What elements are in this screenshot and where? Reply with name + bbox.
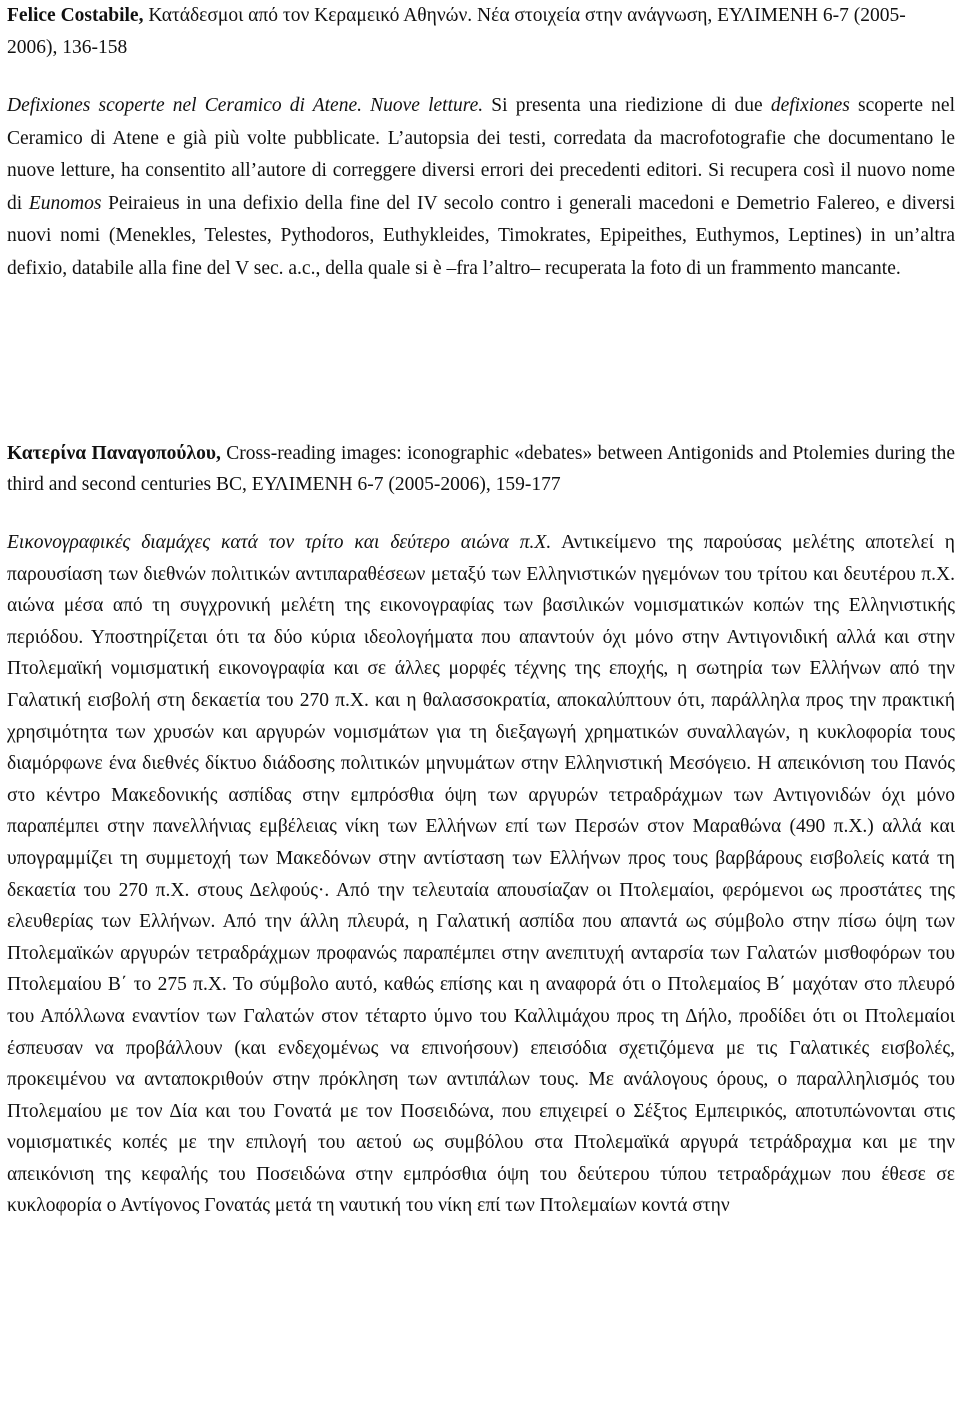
- abstract-italic-name: Eunomos: [28, 192, 102, 214]
- article-title: Cross-reading images: iconographic «debates» between Antigonids and Ptolemies during the third and second centuries BC, ΕΥΛΙΜΕΝΗ 6-7 (2005-2006), 159-177: [7, 443, 955, 495]
- abstract-paragraph: [7, 90, 955, 286]
- abstract-text: scoperte nel Ceramico di Atene e già più volte pubblicate. L’autopsia dei testi, corredata da macrofotografie che documentano le nuove letture, ha consentito all’autore di correggere diversi errori dei precedenti editori. Si recupera così il nuovo nome di: [7, 95, 955, 214]
- author-name: Κατερίνα Παναγοπούλου,: [7, 443, 221, 464]
- abstract-text: Peiraieus in una defixio della fine del IV secolo contro i generali macedoni e Demetrio Falereo, e diversi nuovi nomi (Menekles, Telestes, Pythodoros, Euthykleides, Timokrates, Epipeithes, Euthymos, Leptines) in un’altra defixio, databile alla fine del V sec. a.c., della quale si è –fra l’altro– recuperata la foto di un frammento mancante.: [7, 192, 956, 279]
- entry-heading: [7, 0, 955, 64]
- abstract-italic-term: defixiones: [770, 95, 850, 116]
- abstract-italic-title: Defixiones scoperte nel Ceramico di Atene. Nuove letture.: [7, 95, 484, 116]
- abstract-entry-costabile: [7, 0, 955, 286]
- abstract-entry-panagopoulou: [7, 438, 955, 1222]
- abstract-paragraph: [7, 527, 955, 1222]
- abstract-italic-title: Εικονογραφικές διαμάχες κατά τον τρίτο και δεύτερο αιώνα π.Χ.: [7, 532, 552, 553]
- abstract-text: Si presenta una riedizione di due: [483, 95, 771, 116]
- entry-heading: [7, 438, 955, 500]
- abstract-text: Αντικείμενο της παρούσας μελέτης αποτελεί η παρουσίαση των διεθνών πολιτικών αντιπαραθέσεων μεταξύ των Ελληνιστικών ηγεμόνων του τρίτου και δευτέρου π.Χ. αιώνα μέσα από τη συγχρονική μελέτη της εικονογραφίας των βασιλικών νομισματικών κοπών της Ελληνιστικής περιόδου. Υποστηρίζεται ότι τα δύο κύρια ιδεολογήματα που απαντούν όχι μόνο στην Αντιγονιδική αλλά και στην Πτολεμαϊκή νομισματική εικονογραφία και σε άλλες μορφές τέχνης της εποχής, η σωτηρία των Ελλήνων από την Γαλατική εισβολή στη δεκαετία του 270 π.Χ. και η θαλασσοκρατία, αποκαλύπτουν ότι, παράλληλα προς την πρακτική χρησιμότητα των χρυσών και αργυρών νομισμάτων για τη διεξαγωγή χρηματικών συναλλαγών, η κυκλοφορία τους διαμόρφωνε ένα διεθνές δίκτυο διάδοσης πολιτικών μηνυμάτων στην Ελληνιστική Μεσόγειο. Η απεικόνιση του Πανός στο κέντρο Μακεδονικής ασπίδας στην εμπρόσθια όψη των αργυρών τετραδράχμων των Αντιγονιδών όχι μόνο παραπέμπει στην πανελλήνιας εμβέλειας νίκη των Ελλήνων επί των Περσών στον Μαραθώνα (490 π.Χ.) αλλά και υπογραμμίζει τη συμμετοχή των Μακεδόνων στην αντίσταση των Ελλήνων προς τους βαρβάρους εισβολείς κατά τη δεκαετία του 270 π.Χ. στους Δελφούς·. Από την τελευταία απουσίαζαν οι Πτολεμαίοι, φερόμενοι ως προστάτες της ελευθερίας των Ελλήνων. Από την άλλη πλευρά, η Γαλατική ασπίδα που απαντά ως σύμβολο στην πίσω όψη των Πτολεμαϊκών αργυρών τετραδράχμων προφανώς παραπέμπει στην ανεπιτυχή ανταρσία των Γαλατών μισθοφόρων του Πτολεμαίου Β΄ το 275 π.Χ. Το σύμβολο αυτό, καθώς επίσης και η αναφορά ότι ο Πτολεμαίος Β΄ μαχόταν στο πλευρό του Απόλλωνα εναντίον των Γαλατών στον τέταρτο ύμνο του Καλλιμάχου προς τη Δήλο, προδίδει ότι οι Πτολεμαίοι έσπευσαν να προβάλλουν (και ενδεχομένως να επινοήσουν) επεισόδια σχετιζόμενα με τις Γαλατικές εισβολές, προκειμένου να ανταποκριθούν στην πρόκληση των αντιπάλων τους. Με ανάλογους όρους, ο παραλληλισμός του Πτολεμαίου με τον Δία και του Γονατά με τον Ποσειδώνα, που επιχειρεί ο Σέξτος Εμπειρικός, αποτυπώνονται στις νομισματικές κοπές με την επιλογή του αετού ως συμβόλου στα Πτολεμαϊκά αργυρά τετράδραχμα και με την απεικόνιση της κεφαλής του Ποσειδώνα στην εμπρόσθια όψη του δεύτερου τύπου τετραδράχμων που έθεσε σε κυκλοφορία ο Αντίγονος Γονατάς μετά τη ναυτική του νίκη επί των Πτολεμαίων κοντά στην: [7, 532, 955, 1217]
- article-title: Κατάδεσμοι από τον Κεραμεικό Αθηνών. Νέα στοιχεία στην ανάγνωση, ΕΥΛΙΜΕΝΗ 6-7 (2005-2006), 136-158: [7, 5, 906, 58]
- author-name: Felice Costabile,: [7, 5, 144, 26]
